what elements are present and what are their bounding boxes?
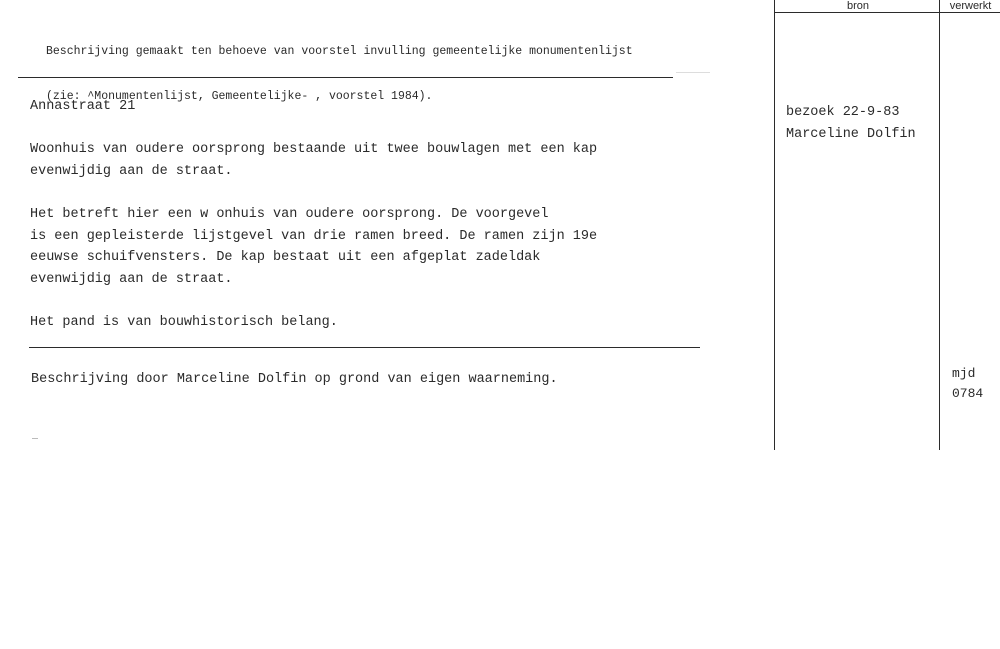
column-header-divider xyxy=(775,12,1000,13)
column-header-bron: bron xyxy=(846,0,870,12)
column-header-verwerkt: verwerkt xyxy=(949,0,992,12)
bron-entry: bezoek 22-9-83 Marceline Dolfin xyxy=(786,105,916,142)
address-title: Annastraat 21 xyxy=(30,99,136,114)
scan-speck xyxy=(676,72,710,73)
scan-speck xyxy=(32,438,38,439)
description-paragraph-1: Woonhuis van oudere oorsprong bestaande uit twee bouwlagen met een kap evenwijdig aan de straat. xyxy=(30,142,598,179)
header-note-line-1: Beschrijving gemaakt ten behoeve van voorstel invulling gemeentelijke monumentenlijst xyxy=(46,45,633,58)
description-paragraph-2: Het betreft hier een w onhuis van oudere oorsprong. De voorgevel is een gepleisterde lijstgevel van drie ramen breed. De ramen zijn 19e eeuwse schuifvensters. De kap bestaat uit een afgeplat zadeldak evenwijdig aan de straat. xyxy=(30,207,598,287)
verwerkt-entry: mjd 0784 xyxy=(952,366,984,401)
signature-divider xyxy=(29,347,700,348)
description-paragraph-3: Het pand is van bouwhistorisch belang. xyxy=(30,315,338,330)
verwerkt-column-left-border xyxy=(939,0,940,450)
header-note-line-2: (zie: ^Monumentenlijst, Gemeentelijke- , voorstel 1984). xyxy=(46,90,433,103)
signature-line: Beschrijving door Marceline Dolfin op grond van eigen waarneming. xyxy=(31,372,558,387)
bron-column-left-border xyxy=(774,0,775,450)
header-divider xyxy=(18,77,673,78)
